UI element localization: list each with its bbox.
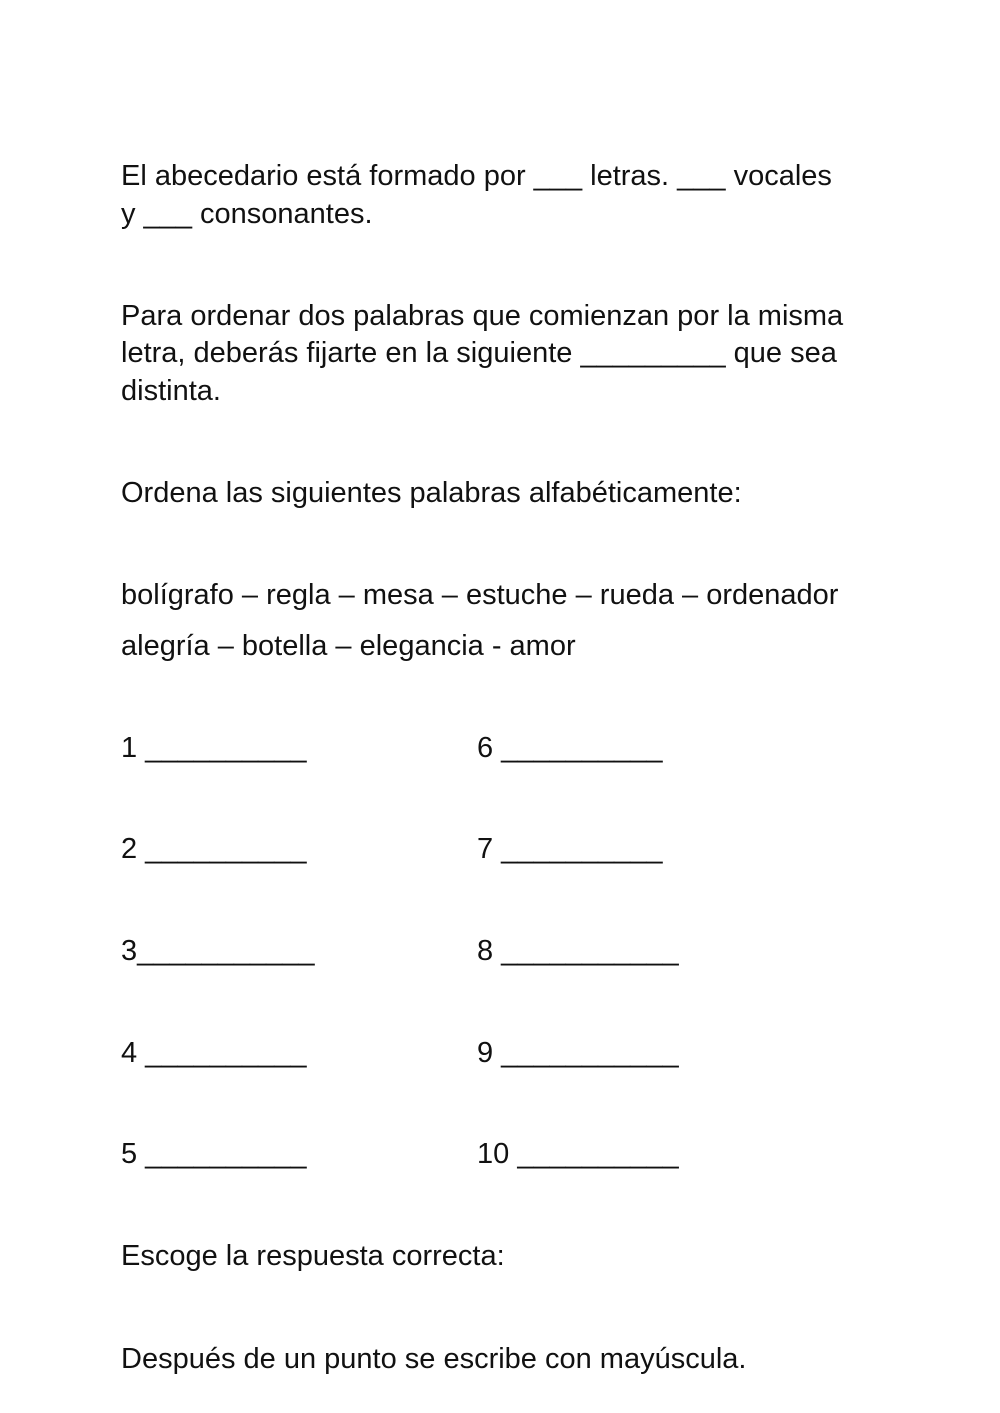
- answer-blank-3[interactable]: 3___________: [121, 935, 315, 967]
- answer-blank-1[interactable]: 1 __________: [121, 732, 307, 764]
- answer-blank-4[interactable]: 4 __________: [121, 1037, 307, 1069]
- q2-line-2: letra, deberás fijarte en la siguiente _________ que sea: [121, 337, 837, 369]
- q2-line-3: distinta.: [121, 375, 221, 407]
- q2-line-1: Para ordenar dos palabras que comienzan por la misma: [121, 300, 844, 332]
- answer-blank-5[interactable]: 5 __________: [121, 1138, 307, 1170]
- q4-statement: Después de un punto se escribe con mayúscula.: [121, 1343, 747, 1375]
- q1-line-1: El abecedario está formado por ___ letras. ___ vocales: [121, 160, 832, 192]
- answer-blank-7[interactable]: 7 __________: [477, 833, 663, 865]
- answer-blank-9[interactable]: 9 ___________: [477, 1037, 679, 1069]
- q4-instruction: Escoge la respuesta correcta:: [121, 1240, 505, 1272]
- q3-instruction: Ordena las siguientes palabras alfabéticamente:: [121, 477, 742, 509]
- answer-blank-10[interactable]: 10 __________: [477, 1138, 679, 1170]
- q1-line-2: y ___ consonantes.: [121, 198, 373, 230]
- answer-blank-2[interactable]: 2 __________: [121, 833, 307, 865]
- word-list-line-2: alegría – botella – elegancia - amor: [121, 630, 576, 662]
- answer-blank-8[interactable]: 8 ___________: [477, 935, 679, 967]
- word-list-line-1: bolígrafo – regla – mesa – estuche – rueda – ordenador: [121, 579, 839, 611]
- answer-blank-6[interactable]: 6 __________: [477, 732, 663, 764]
